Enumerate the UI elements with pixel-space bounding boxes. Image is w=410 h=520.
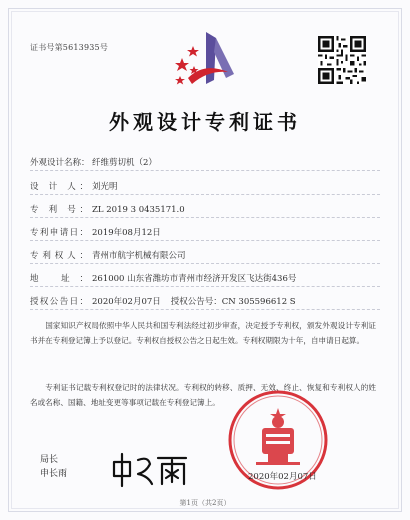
page-number: 第1页（共2页） [179,499,231,507]
field-label: 地 址： [30,274,88,284]
divider [30,286,380,287]
field-value: 2019年08月12日 [92,228,161,238]
field-label: 专利申请日： [30,228,88,238]
field-patent-number [30,203,390,215]
field-patentee [30,249,390,261]
field-value: CN 305596612 S [221,297,296,307]
qr-code-icon [318,36,366,84]
field-design-name [30,156,390,168]
divider [30,263,380,264]
divider [30,170,380,171]
divider [30,217,380,218]
field-label: 专利权人： [30,251,88,261]
field-grant-date [30,295,390,307]
field-designer [30,180,390,192]
handwritten-signature [108,450,192,490]
seal-date: 2020年02月07日 [248,472,317,482]
cnipa-emblem-icon [168,28,242,90]
field-value: 2020年02月07日 [92,297,161,307]
field-address [30,272,390,284]
body-paragraph: 专利证书记载专利权登记时的法律状况。专利权的转移、质押、无效、终止、恢复和专利权人的姓名或名称、国籍、地址变更等事项记载在专利登记簿上。 [30,383,376,407]
divider [30,309,380,310]
divider [30,194,380,195]
body-paragraph: 国家知识产权局依照中华人民共和国专利法经过初步审查，决定授予专利权，颁发外观设计专利证书并在专利登记簿上予以登记。专利权自授权公告之日起生效。专利权期限为十年，自申请日起算。 [30,321,376,345]
field-value: 青州市航宇机械有限公司 [92,251,186,261]
field-label: 授权公告号： [170,297,222,307]
field-value: 刘光明 [92,182,118,192]
field-label: 设 计 人： [30,182,88,192]
signature-title: 局长 [40,455,59,465]
signature-name: 申长雨 [40,469,68,479]
field-label: 授权公告日： [30,297,88,307]
divider [30,240,380,241]
field-label: 外观设计名称： [30,158,90,168]
field-value: 261000 山东省潍坊市青州市经济开发区飞达街436号 [92,274,297,284]
certificate-title: 外观设计专利证书 [109,110,301,134]
field-filing-date [30,226,390,238]
field-value: ZL 2019 3 0435171.0 [92,205,185,215]
field-value: 纤维剪切机（2） [92,158,157,168]
field-label: 专 利 号： [30,205,88,215]
certificate-number: 证书号第5613935号 [30,43,109,52]
